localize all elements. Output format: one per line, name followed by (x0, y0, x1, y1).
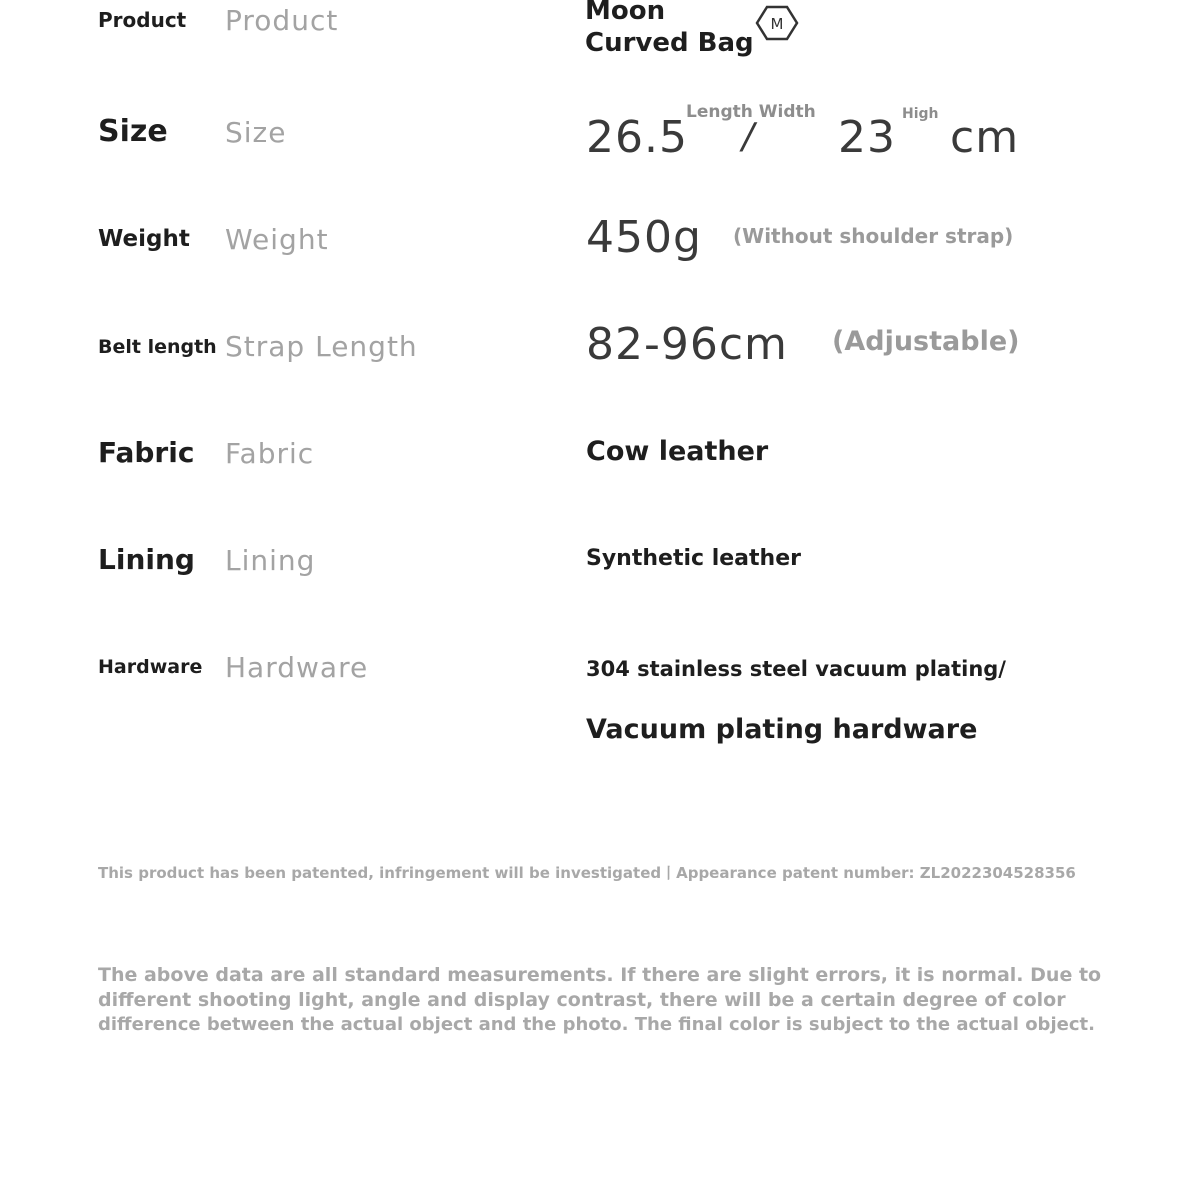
size-length-width-note: Length Width (686, 102, 816, 122)
size-height-note: High (902, 106, 939, 122)
weight-note: (Without shoulder strap) (733, 224, 1014, 248)
size-label: Size (98, 114, 168, 149)
disclaimer-line-1: The above data are all standard measurements. If there are slight errors, it is normal. Due to (98, 964, 1102, 986)
strap-value: 82-96cm (586, 319, 788, 370)
strap-label: Belt length (98, 336, 217, 358)
size-height-value: 23 (838, 112, 896, 163)
size-label-en: Size (225, 116, 287, 149)
lining-value: Synthetic leather (586, 546, 801, 571)
product-label-en: Product (225, 4, 339, 37)
size-separator: / (742, 116, 756, 157)
product-name-line1: Moon (585, 0, 666, 26)
weight-label-en: Weight (225, 223, 329, 256)
lining-label: Lining (98, 543, 195, 576)
hardware-label-en: Hardware (225, 651, 369, 684)
lining-label-en: Lining (225, 544, 316, 577)
weight-value: 450g (586, 212, 702, 263)
hardware-label: Hardware (98, 656, 203, 678)
disclaimer-line-3: difference between the actual object and the photo. The final color is subject to the actual object. (98, 1014, 1095, 1035)
disclaimer-line-2: different shooting light, angle and display contrast, there will be a certain degree of color (98, 989, 1066, 1011)
strap-label-en: Strap Length (225, 330, 418, 363)
svg-text:M: M (770, 15, 784, 33)
product-label: Product (98, 8, 187, 32)
strap-note: (Adjustable) (832, 326, 1020, 357)
fabric-value: Cow leather (586, 436, 769, 467)
hardware-value-line2: Vacuum plating hardware (586, 714, 978, 745)
size-unit: cm (950, 112, 1020, 163)
size-length-value: 26.5 (586, 112, 688, 163)
patent-notice: This product has been patented, infringement will be investigated丨Appearance patent number: ZL2022304528356 (98, 864, 1076, 882)
fabric-label: Fabric (98, 436, 195, 469)
fabric-label-en: Fabric (225, 437, 315, 470)
hardware-value-line1: 304 stainless steel vacuum plating/ (586, 657, 1006, 681)
product-name-line2: Curved Bag (585, 28, 754, 58)
m-diamond-logo-icon (754, 4, 800, 42)
weight-label: Weight (98, 226, 190, 252)
